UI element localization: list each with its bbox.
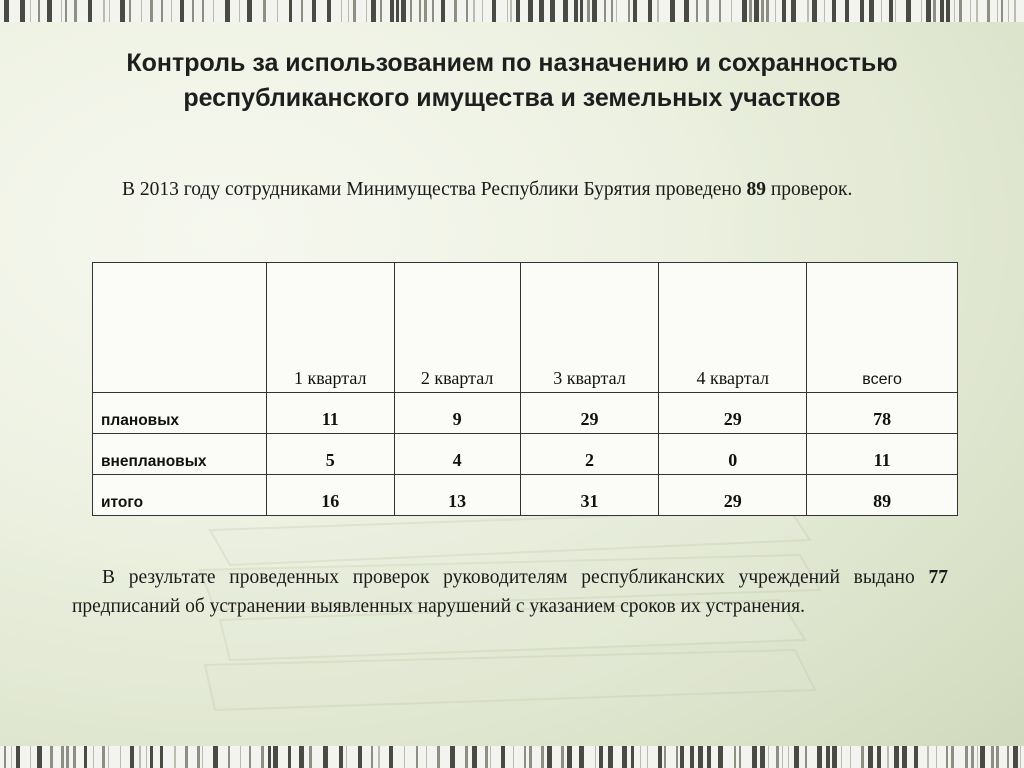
result-paragraph: [72, 563, 948, 621]
table-cell: 4: [394, 434, 520, 475]
decorative-bottom-border: [0, 746, 1024, 768]
table-cell: 2: [520, 434, 659, 475]
row-label-total: итого: [93, 475, 267, 516]
table-cell: 29: [659, 475, 807, 516]
row-label-planned: плановых: [93, 393, 267, 434]
table-header-empty: [93, 263, 267, 393]
table-cell: 89: [807, 475, 958, 516]
table-cell: 16: [266, 475, 394, 516]
table-cell: 31: [520, 475, 659, 516]
table-row: [93, 434, 958, 475]
intro-paragraph: [92, 175, 952, 204]
table-header-q3: 3 квартал: [520, 263, 659, 393]
table-header-row: [93, 263, 958, 393]
table-cell: 5: [266, 434, 394, 475]
decorative-top-border: [0, 0, 1024, 22]
table-row: [93, 475, 958, 516]
table-cell: 29: [520, 393, 659, 434]
table-cell: 78: [807, 393, 958, 434]
result-text-before: В результате проведенных проверок руководителям республиканских учреждений выдано: [102, 567, 929, 588]
row-label-unplanned: внеплановых: [93, 434, 267, 475]
page-title: Контроль за использованием по назначению и сохранностью республиканского имущества и земельных участков: [126, 49, 898, 112]
table-header-q2: 2 квартал: [394, 263, 520, 393]
inspections-table: [92, 262, 958, 516]
table-cell: 11: [807, 434, 958, 475]
table-cell: 29: [659, 393, 807, 434]
inspections-count: 89: [746, 179, 766, 200]
table-cell: 0: [659, 434, 807, 475]
table-header-total: всего: [807, 263, 958, 393]
table-cell: 11: [266, 393, 394, 434]
table-cell: 9: [394, 393, 520, 434]
table-row: [93, 393, 958, 434]
orders-count: 77: [928, 567, 948, 588]
table-header-q4: 4 квартал: [659, 263, 807, 393]
table-cell: 13: [394, 475, 520, 516]
table-header-q1: 1 квартал: [266, 263, 394, 393]
result-text-after: предписаний об устранении выявленных нарушений с указанием сроков их устранения.: [72, 596, 806, 617]
intro-text-before: В 2013 году сотрудниками Минимущества Республики Бурятия проведено: [122, 179, 747, 200]
intro-text-after: проверок.: [766, 179, 853, 200]
